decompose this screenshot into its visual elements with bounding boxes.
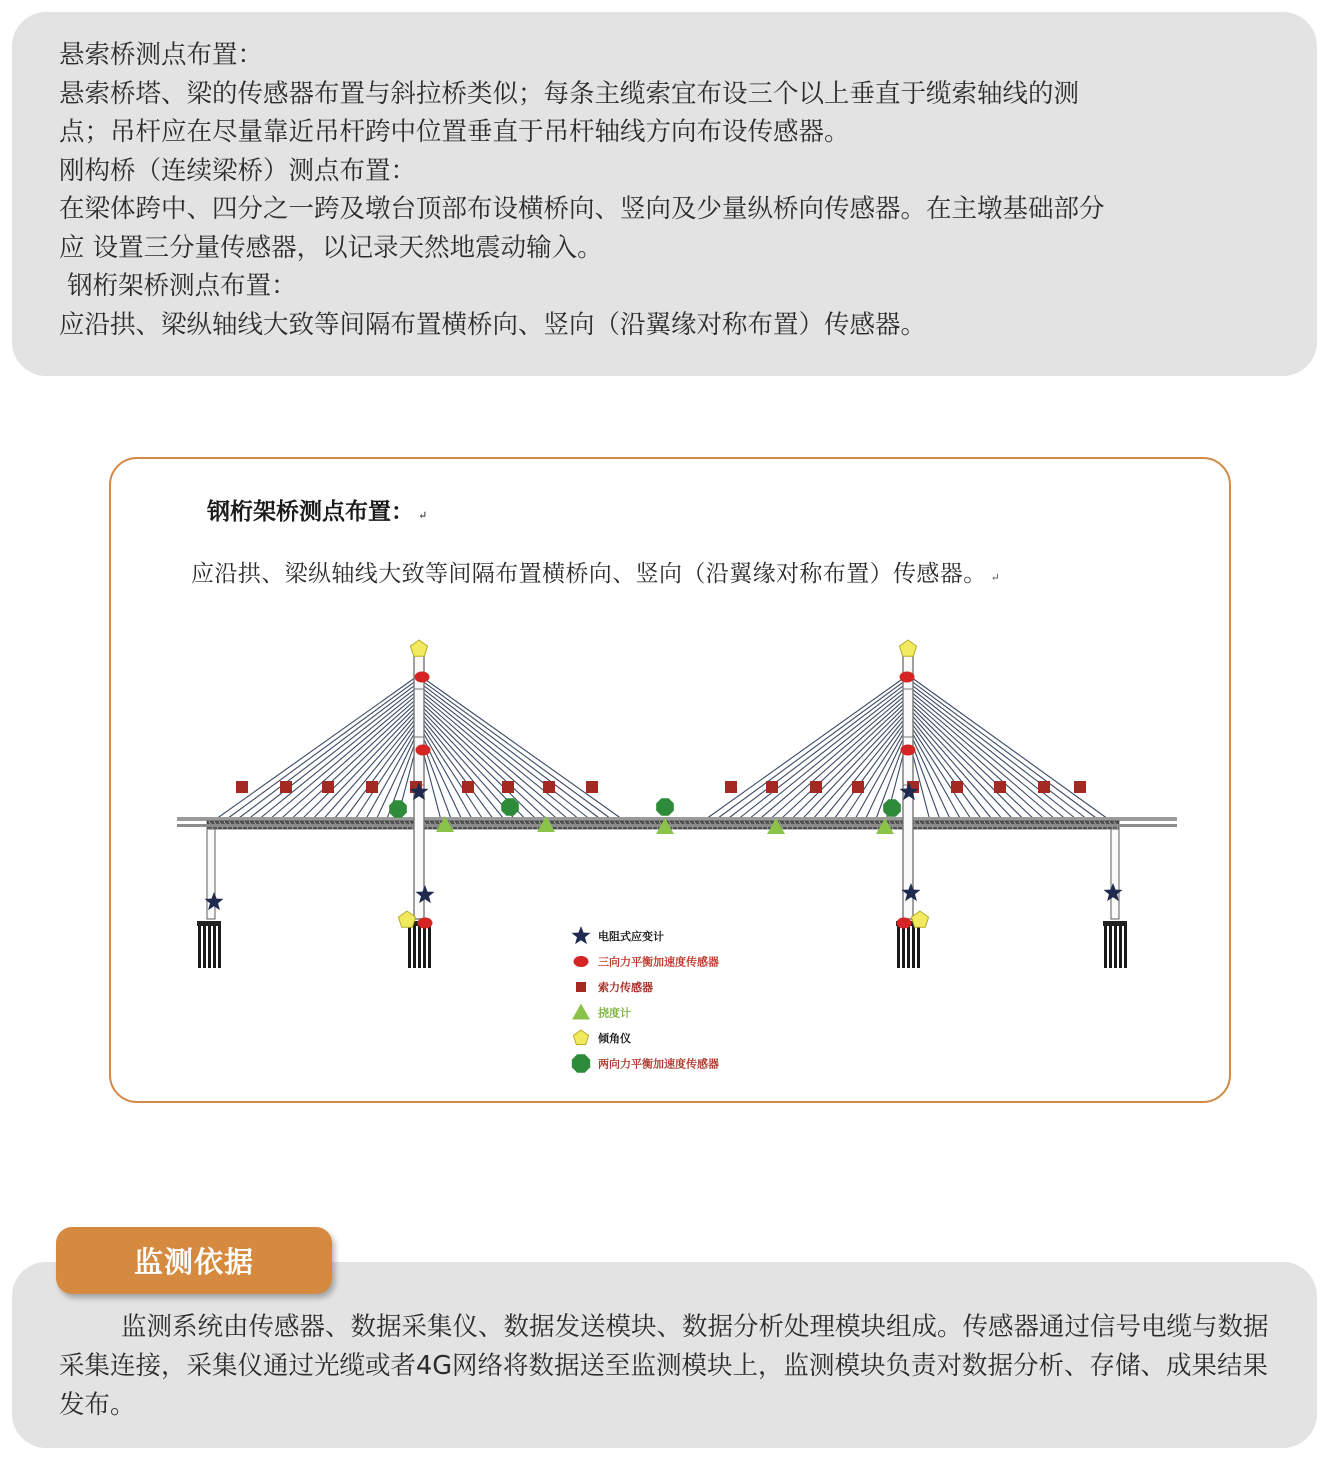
inclinometer-marker bbox=[398, 911, 415, 927]
biaxial-accelerometer-marker bbox=[389, 800, 407, 818]
cable-force-sensor-marker bbox=[502, 781, 514, 793]
cable-force-sensor-marker bbox=[462, 781, 474, 793]
pile bbox=[902, 926, 905, 968]
legend-strain-gauge-icon bbox=[572, 926, 591, 944]
deck-side-line bbox=[177, 824, 1177, 827]
pile bbox=[208, 926, 211, 968]
cable-force-sensor-marker bbox=[236, 781, 248, 793]
figure-text: 应沿拱、梁纵轴线大致等间隔布置横桥向、竖向（沿翼缘对称布置）传感器。 ↵ bbox=[191, 561, 1001, 587]
pile bbox=[912, 926, 915, 968]
pile bbox=[897, 926, 900, 968]
cable-force-sensor-marker bbox=[322, 781, 334, 793]
pile bbox=[198, 926, 201, 968]
cable-force-sensor-marker bbox=[725, 781, 737, 793]
pile bbox=[907, 926, 910, 968]
inclinometer-marker bbox=[410, 640, 427, 656]
stay-cable bbox=[743, 689, 908, 824]
basis-text: 监测系统由传感器、数据采集仪、数据发送模块、数据分析处理模块组成。传感器通过信号电缆与数据采集连接，采集仪通过光缆或者4G网络将数据送至监测模块上，监测模块负责对数据分析、存储、成果结果发布。 bbox=[59, 1312, 1269, 1420]
stay-cable bbox=[419, 697, 563, 824]
cable-force-sensor-marker bbox=[586, 781, 598, 793]
intro-text-line: 悬索桥塔、梁的传感器布置与斜拉桥类似；每条主缆索宜布设三个以上垂直于缆索轴线的测 bbox=[59, 78, 1080, 109]
legend-cable-force-icon bbox=[576, 982, 586, 992]
pile bbox=[218, 926, 221, 968]
pile bbox=[1119, 926, 1122, 968]
stay-cable bbox=[419, 675, 629, 824]
pile bbox=[408, 926, 411, 968]
pile bbox=[423, 926, 426, 968]
cable-force-sensor-marker bbox=[951, 781, 963, 793]
stay-cable bbox=[419, 693, 574, 824]
legend-biaxial-accelerometer-icon bbox=[572, 1054, 590, 1072]
intro-text-line: 在梁体跨中、四分之一跨及墩台顶部布设横桥向、竖向及少量纵桥向传感器。在主墩基础部分 bbox=[59, 194, 1105, 224]
cable-force-sensor-marker bbox=[1074, 781, 1086, 793]
pile bbox=[428, 926, 431, 968]
biaxial-accelerometer-marker bbox=[883, 799, 901, 817]
stay-cable bbox=[721, 682, 908, 824]
pile bbox=[1109, 926, 1112, 968]
triaxial-accelerometer-marker bbox=[900, 672, 915, 683]
biaxial-accelerometer-marker bbox=[656, 798, 674, 816]
legend-label: 倾角仪 bbox=[598, 1032, 631, 1045]
legend-deflectometer-icon bbox=[572, 1004, 590, 1020]
intro-text-line: 点；吊杆应在尽量靠近吊杆跨中位置垂直于吊杆轴线方向布设传感器。 bbox=[59, 117, 850, 147]
stay-cable bbox=[908, 711, 1007, 824]
pile bbox=[213, 926, 216, 968]
stay-cable bbox=[699, 675, 908, 824]
pile-cap bbox=[197, 921, 221, 926]
stay-cable bbox=[908, 682, 1093, 824]
stay-cable bbox=[419, 700, 552, 824]
triaxial-accelerometer-marker bbox=[416, 745, 431, 756]
cable-force-sensor-marker bbox=[1038, 781, 1050, 793]
cable-force-sensor-marker bbox=[852, 781, 864, 793]
end-pier bbox=[1111, 829, 1119, 919]
triaxial-accelerometer-marker bbox=[418, 918, 433, 929]
pile-cap bbox=[1103, 921, 1127, 926]
inclinometer-marker bbox=[899, 640, 916, 656]
intro-heading-rigid-frame: 刚构桥（连续梁桥）测点布置： bbox=[59, 155, 417, 186]
stay-cable bbox=[341, 718, 419, 824]
intro-text-line: 应 设置三分量传感器，以记录天然地震动输入。 bbox=[59, 232, 603, 263]
pile bbox=[917, 926, 920, 968]
pile bbox=[1124, 926, 1127, 968]
figure-title: 钢桁架桥测点布置： ↵ bbox=[207, 498, 428, 525]
pile bbox=[413, 926, 416, 968]
cable-force-sensor-marker bbox=[366, 781, 378, 793]
legend-label: 三向力平衡加速度传感器 bbox=[598, 955, 719, 969]
deck-top-line bbox=[177, 817, 1177, 821]
intro-heading-suspension: 悬索桥测点布置： bbox=[59, 40, 264, 70]
stay-cable bbox=[908, 700, 1039, 824]
stay-cable bbox=[419, 718, 497, 824]
stay-cable bbox=[908, 697, 1050, 824]
pile bbox=[203, 926, 206, 968]
legend-inclinometer-icon bbox=[573, 1030, 588, 1045]
stay-cable bbox=[908, 718, 985, 824]
triaxial-accelerometer-marker bbox=[901, 745, 916, 756]
intro-text-line: 应沿拱、梁纵轴线大致等间隔布置横桥向、竖向（沿翼缘对称布置）传感器。 bbox=[59, 309, 927, 340]
intro-heading-steel-truss: 钢桁架桥测点布置： bbox=[59, 271, 297, 301]
intro-card bbox=[12, 12, 1317, 376]
cable-force-sensor-marker bbox=[810, 781, 822, 793]
legend-label: 索力传感器 bbox=[598, 981, 653, 994]
legend-triaxial-accelerometer-icon bbox=[574, 956, 589, 967]
stay-cable bbox=[908, 689, 1072, 824]
cable-force-sensor-marker bbox=[543, 781, 555, 793]
section-badge: 监测依据 bbox=[56, 1227, 332, 1294]
stay-cable bbox=[209, 675, 419, 824]
triaxial-accelerometer-marker bbox=[415, 672, 430, 683]
stay-cable bbox=[231, 682, 419, 824]
stay-cable bbox=[908, 675, 1115, 824]
pile bbox=[1114, 926, 1117, 968]
legend-label: 电阻式应变计 bbox=[598, 930, 664, 943]
pile bbox=[418, 926, 421, 968]
triaxial-accelerometer-marker bbox=[897, 918, 912, 929]
inclinometer-marker bbox=[911, 911, 928, 927]
legend-label: 两向力平衡加速度传感器 bbox=[598, 1057, 719, 1071]
stay-cable bbox=[908, 729, 953, 824]
bridge-diagram bbox=[111, 459, 1229, 1101]
biaxial-accelerometer-marker bbox=[501, 798, 519, 816]
stay-cable bbox=[908, 693, 1061, 824]
pile bbox=[1104, 926, 1107, 968]
bridge-figure-card bbox=[109, 457, 1231, 1103]
cable-force-sensor-marker bbox=[766, 781, 778, 793]
stay-cable bbox=[419, 729, 464, 824]
legend-label: 挠度计 bbox=[598, 1006, 631, 1020]
cable-force-sensor-marker bbox=[280, 781, 292, 793]
cable-force-sensor-marker bbox=[994, 781, 1006, 793]
